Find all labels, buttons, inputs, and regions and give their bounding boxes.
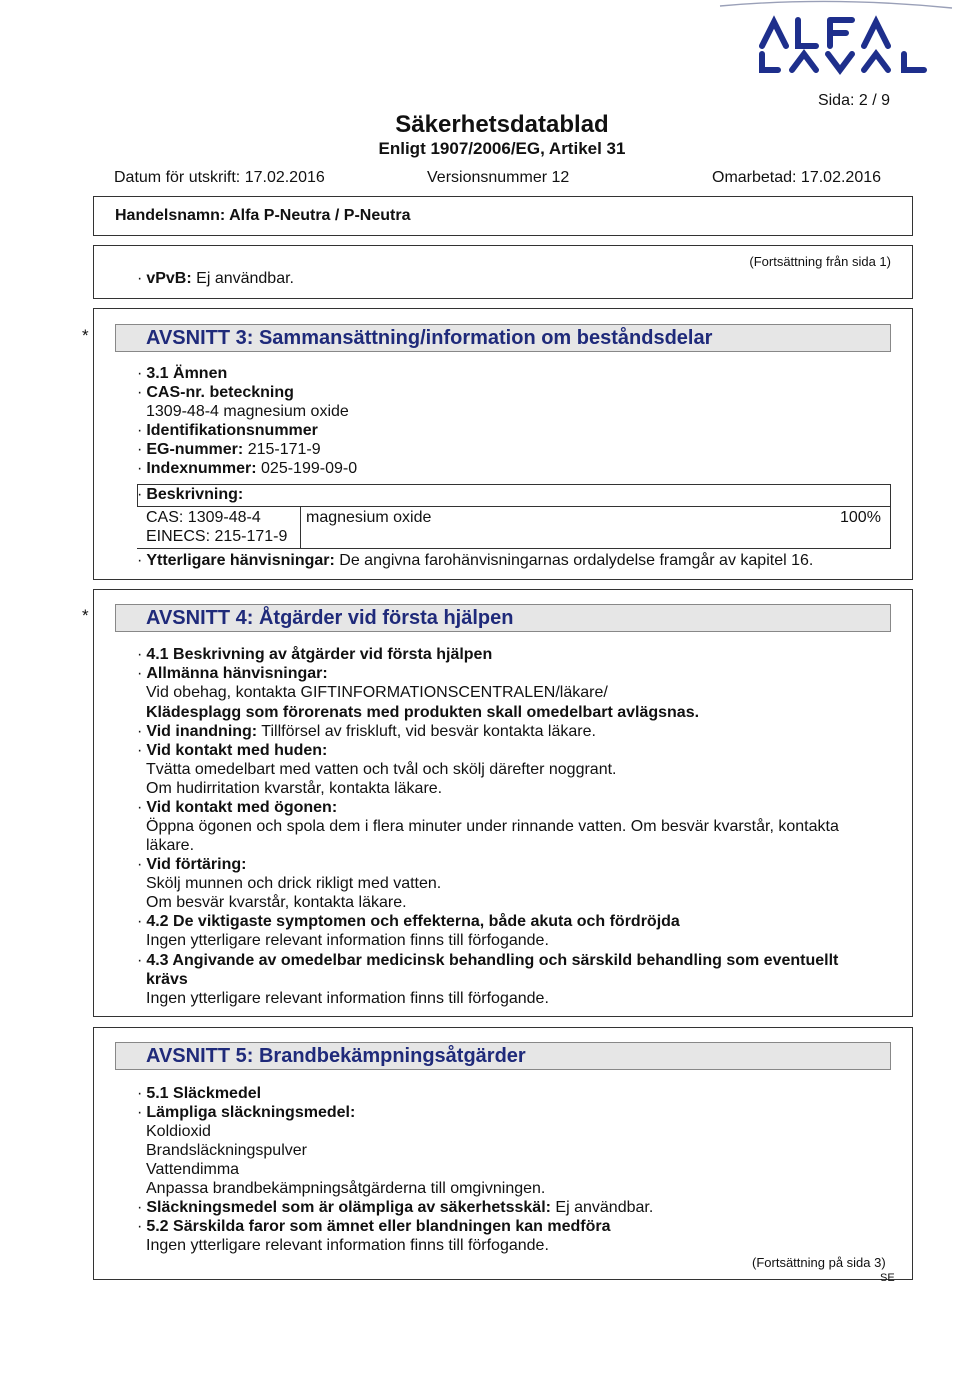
skin-line-1: Tvätta omedelbart med vatten och tvål och skölj därefter noggrant. <box>146 761 617 778</box>
cas-value: 1309-48-4 magnesium oxide <box>146 403 349 420</box>
sub-4-3-line-2: krävs <box>146 971 188 988</box>
skin-label: · Vid kontakt med huden: <box>137 742 328 759</box>
further-references: · Ytterligare hänvisningar: De angivna farohänvisningarnas ordalydelse framgår av kapitel 16. <box>137 552 814 569</box>
general-label: · Allmänna hänvisningar: <box>137 665 328 682</box>
table-column-divider <box>300 506 301 549</box>
general-line-2: Klädesplagg som förorenats med produkten skall omedelbart avlägsnas. <box>146 704 700 721</box>
ingestion-line-1: Skölj munnen och drick rikligt med vatten. <box>146 875 442 892</box>
media-item: Vattendimma <box>146 1161 240 1178</box>
print-date: Datum för utskrift: 17.02.2016 <box>114 169 325 186</box>
continued-on: (Fortsättning på sida 3) <box>752 1255 886 1270</box>
table-cas: CAS: 1309-48-4 <box>146 509 261 526</box>
sub-4-3-value: Ingen ytterligare relevant information finns till förfogande. <box>146 990 549 1007</box>
document-subtitle: Enligt 1907/2006/EG, Artikel 31 <box>378 139 626 158</box>
sub-5-2-value: Ingen ytterligare relevant information finns till förfogande. <box>146 1237 549 1254</box>
index-number: · Indexnummer: 025-199-09-0 <box>137 460 358 477</box>
eye-line-1: Öppna ögonen och spola dem i flera minuter under rinnande vatten. Om besvär kvarstår, kontakta <box>146 818 839 835</box>
vpvb-value: Ej användbar. <box>196 270 294 287</box>
table-einecs: EINECS: 215-171-9 <box>146 528 288 545</box>
sub-5-2: · 5.2 Särskilda faror som ämnet eller blandningen kan medföra <box>137 1218 611 1235</box>
sub-4-1: · 4.1 Beskrivning av åtgärder vid första hjälpen <box>137 646 493 663</box>
ident-label: · Identifikationsnummer <box>137 422 318 439</box>
adapt-measures: Anpassa brandbekämpningsåtgärderna till omgivningen. <box>146 1180 546 1197</box>
document-title: Säkerhetsdatablad <box>395 111 609 138</box>
sub-4-2: · 4.2 De viktigaste symptomen och effekterna, både akuta och fördröjda <box>137 913 680 930</box>
section-3-changed-marker: * <box>82 326 89 345</box>
continued-box <box>93 245 913 299</box>
general-line-1: Vid obehag, kontakta GIFTINFORMATIONSCENTRALEN/läkare/ <box>146 684 608 701</box>
version-number: Versionsnummer 12 <box>427 169 570 186</box>
sub-3-1: · 3.1 Ämnen <box>137 365 228 382</box>
language-code: SE <box>880 1272 895 1284</box>
continued-from: (Fortsättning från sida 1) <box>749 254 891 269</box>
revised-date: Omarbetad: 17.02.2016 <box>712 169 882 186</box>
sub-5-1: · 5.1 Släckmedel <box>137 1085 262 1102</box>
media-item: Brandsläckningspulver <box>146 1142 307 1159</box>
section-5-heading: AVSNITT 5: Brandbekämpningsåtgärder <box>115 1042 891 1070</box>
media-item: Koldioxid <box>146 1123 211 1140</box>
vpvb-line: · vPvB: Ej användbar. <box>137 270 294 287</box>
tradename-box <box>93 196 913 236</box>
cas-label: · CAS-nr. beteckning <box>137 384 294 401</box>
table-percent: 100% <box>840 509 881 526</box>
vpvb-label: vPvB: <box>146 270 192 287</box>
section-4-heading: AVSNITT 4: Åtgärder vid första hjälpen <box>115 604 891 632</box>
ingestion-line-2: Om besvär kvarstår, kontakta läkare. <box>146 894 407 911</box>
table-substance-name: magnesium oxide <box>306 509 432 526</box>
section-4-changed-marker: * <box>82 606 89 625</box>
tradename: Handelsnamn: Alfa P-Neutra / P-Neutra <box>115 207 411 224</box>
eg-number: · EG-nummer: 215-171-9 <box>137 441 321 458</box>
page-number: Sida: 2 / 9 <box>817 92 890 109</box>
section-3-heading: AVSNITT 3: Sammansättning/information om beståndsdelar <box>115 324 891 352</box>
sub-4-2-value: Ingen ytterligare relevant information finns till förfogande. <box>146 932 549 949</box>
skin-line-2: Om hudirritation kvarstår, kontakta läkare. <box>146 780 443 797</box>
description-label: · Beskrivning: <box>137 486 244 503</box>
alfa-laval-logo <box>712 0 960 82</box>
unsuitable-media: · Släckningsmedel som är olämpliga av säkerhetsskäl: Ej användbar. <box>137 1199 654 1216</box>
suitable-media-label: · Lämpliga släckningsmedel: <box>137 1104 356 1121</box>
eye-label: · Vid kontakt med ögonen: <box>137 799 338 816</box>
sub-4-3: · 4.3 Angivande av omedelbar medicinsk behandling och särskild behandling som eventuellt <box>137 952 839 969</box>
ingestion-label: · Vid förtäring: <box>137 856 247 873</box>
eye-line-2: läkare. <box>146 837 195 854</box>
inhalation: · Vid inandning: Tillförsel av friskluft, vid besvär kontakta läkare. <box>137 723 596 740</box>
table-row-divider <box>137 506 891 507</box>
